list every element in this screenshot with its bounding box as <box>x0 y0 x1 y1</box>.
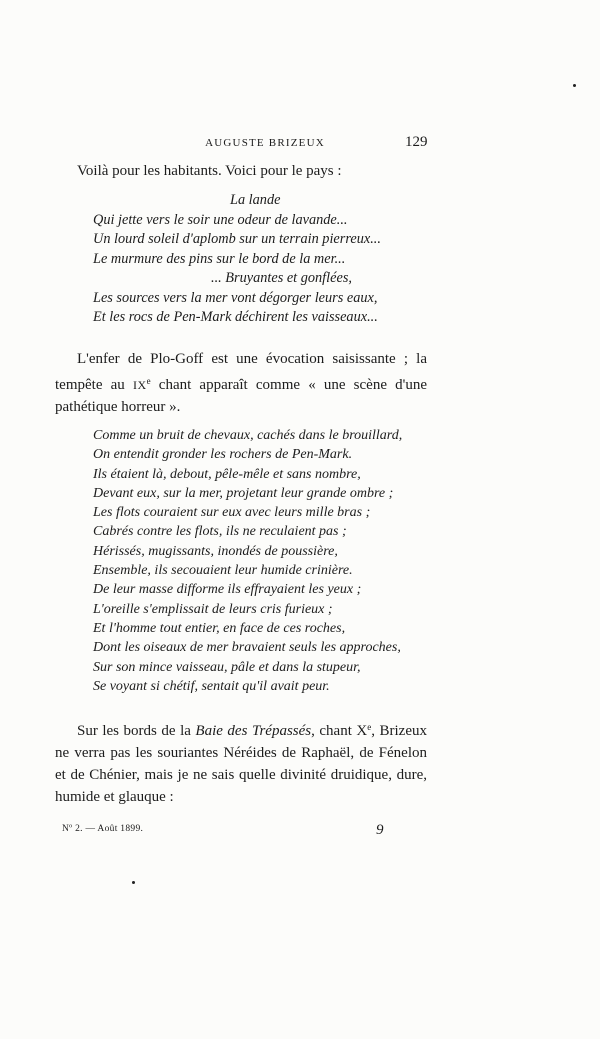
poem-line: Les sources vers la mer vont dégorger leurs eaux, <box>93 289 378 306</box>
poem-line: Et les rocs de Pen-Mark déchirent les vaisseaux... <box>93 309 378 325</box>
text-run: Sur les bords de la <box>77 723 196 739</box>
text-run: L'enfer de Plo-Goff est une évocation saisissante ; la tempête au <box>55 351 427 393</box>
poem-line: Ils étaient là, debout, pêle-mêle et sans nombre, <box>93 466 361 482</box>
poem-line: Cabrés contre les flots, ils ne reculaient pas ; <box>93 524 347 540</box>
poem-line: Devant eux, sur la mer, projetant leur grande ombre ; <box>93 485 394 501</box>
page-number: 129 <box>405 134 428 150</box>
running-title: AUGUSTE BRIZEUX <box>205 137 325 149</box>
poem-line: Dont les oiseaux de mer bravaient seuls les approches, <box>93 640 401 656</box>
paragraph-intro <box>55 160 427 182</box>
poem-line: Et l'homme tout entier, en face de ces roches, <box>93 620 346 636</box>
page-footer <box>62 824 392 842</box>
paragraph-plo-goff <box>55 348 427 418</box>
poem-la-lande <box>93 191 381 328</box>
roman-numeral: IX <box>132 378 147 392</box>
paragraph-baie-text <box>55 716 427 808</box>
text-run: , Brizeux ne verra pas les souriantes Néréides de Raphaël, de Fénelon et de Chénier, mais je ne sais quelle divinité druidique, dure, humide et glauque : <box>55 723 427 805</box>
superscript: e <box>146 376 151 386</box>
poem-line: Ensemble, ils secouaient leur humide crinière. <box>93 563 353 579</box>
poem-line: Hérissés, mugissants, inondés de poussière, <box>93 543 338 559</box>
poem-line: L'oreille s'emplissait de leurs cris furieux ; <box>93 601 333 617</box>
running-head <box>0 134 600 154</box>
paragraph-plo-goff-text <box>55 348 427 418</box>
paper-speck <box>132 881 135 884</box>
paper-speck <box>573 84 576 87</box>
poem-line: De leur masse difforme ils effrayaient les yeux ; <box>93 582 362 598</box>
poem-line: Se voyant si chétif, sentait qu'il avait peur. <box>93 678 330 694</box>
issue-note: Nº 2. — Août 1899. <box>62 824 144 834</box>
poem-title: La lande <box>230 192 281 208</box>
poem-line: Sur son mince vaisseau, pâle et dans la stupeur, <box>93 659 361 675</box>
poem-line: Le murmure des pins sur le bord de la mer... <box>93 250 346 267</box>
poem-line: Un lourd soleil d'aplomb sur un terrain pierreux... <box>93 231 381 247</box>
text-run: , chant X <box>311 723 368 739</box>
emphasis: Baie des Trépassés <box>195 723 312 739</box>
poem-line: On entendit gronder les rochers de Pen-Mark. <box>93 447 353 463</box>
poem-line: Comme un bruit de chevaux, cachés dans le brouillard, <box>93 428 403 443</box>
paragraph-baie <box>55 716 427 808</box>
poem-line: Les flots couraient sur eux avec leurs mille bras ; <box>93 505 371 521</box>
poem-line: Qui jette vers le soir une odeur de lavande... <box>93 211 348 228</box>
poem-tempete <box>93 426 402 696</box>
text-run: chant apparaît comme « une scène d'une pathétique horreur ». <box>55 377 427 415</box>
poem-line: ... Bruyantes et gonflées, <box>211 270 352 286</box>
paragraph-intro-text: Voilà pour les habitants. Voici pour le pays : <box>77 163 342 179</box>
superscript: e <box>367 722 372 732</box>
signature-mark: 9 <box>376 822 384 838</box>
